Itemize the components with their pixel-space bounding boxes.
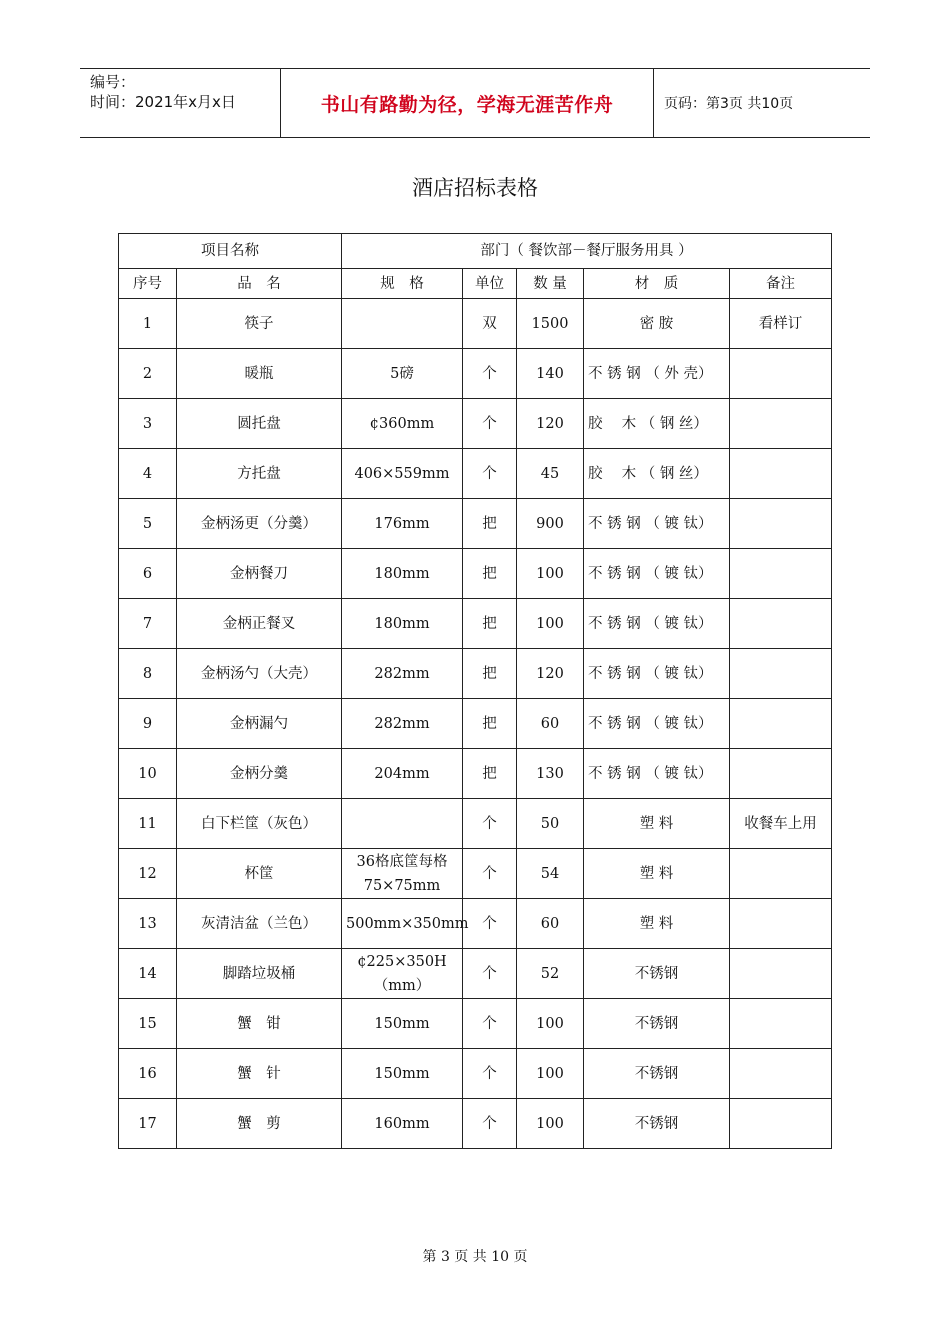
row-no: 10 (119, 749, 177, 799)
row-material: 塑 料 (584, 899, 730, 949)
row-spec: 180mm (342, 549, 463, 599)
table-row (119, 549, 832, 599)
row-name: 蟹 针 (177, 1049, 342, 1099)
row-name: 金柄分羹 (177, 749, 342, 799)
table-row (119, 299, 832, 349)
table-row (119, 899, 832, 949)
col-header-no: 序号 (119, 269, 177, 299)
row-spec: 176mm (342, 499, 463, 549)
row-spec: 150mm (342, 999, 463, 1049)
col-header-spec: 规 格 (342, 269, 463, 299)
row-material: 不 锈 钢 （ 镀 钛） (584, 749, 730, 799)
row-qty: 60 (517, 699, 584, 749)
row-unit: 把 (463, 699, 517, 749)
department-label: 部门（ 餐饮部－餐厅服务用具 ） (342, 234, 832, 269)
row-qty: 120 (517, 399, 584, 449)
table-row (119, 349, 832, 399)
row-material: 不 锈 钢 （ 镀 钛） (584, 499, 730, 549)
col-header-name: 品 名 (177, 269, 342, 299)
row-name: 金柄汤更（分羹） (177, 499, 342, 549)
row-note (730, 599, 832, 649)
row-unit: 把 (463, 749, 517, 799)
project-row (119, 234, 832, 269)
header-page-cell (654, 69, 870, 137)
row-qty: 52 (517, 949, 584, 999)
row-qty: 100 (517, 999, 584, 1049)
row-unit: 个 (463, 449, 517, 499)
row-material: 不锈钢 (584, 1049, 730, 1099)
row-spec: 150mm (342, 1049, 463, 1099)
row-spec: ¢225×350H（mm） (342, 949, 463, 999)
row-no: 6 (119, 549, 177, 599)
document-title: 酒店招标表格 (412, 176, 538, 200)
row-material: 塑 料 (584, 799, 730, 849)
table-row (119, 599, 832, 649)
tender-table (118, 233, 832, 1149)
row-material: 不 锈 钢 （ 镀 钛） (584, 699, 730, 749)
row-qty: 1500 (517, 299, 584, 349)
row-name: 灰清洁盆（兰色） (177, 899, 342, 949)
row-qty: 120 (517, 649, 584, 699)
row-material: 密 胺 (584, 299, 730, 349)
project-label: 项目名称 (119, 234, 342, 269)
row-note (730, 449, 832, 499)
row-unit: 个 (463, 949, 517, 999)
row-no: 5 (119, 499, 177, 549)
table-row (119, 849, 832, 899)
row-spec: 36格底筐每格75×75mm (342, 849, 463, 899)
table-row (119, 1049, 832, 1099)
row-no: 16 (119, 1049, 177, 1099)
row-no: 1 (119, 299, 177, 349)
row-no: 17 (119, 1099, 177, 1149)
row-name: 脚踏垃圾桶 (177, 949, 342, 999)
row-no: 12 (119, 849, 177, 899)
row-name: 金柄餐刀 (177, 549, 342, 599)
row-material: 不锈钢 (584, 1099, 730, 1149)
table-row (119, 749, 832, 799)
row-unit: 把 (463, 599, 517, 649)
row-material: 塑 料 (584, 849, 730, 899)
row-unit: 个 (463, 849, 517, 899)
row-spec: 204mm (342, 749, 463, 799)
page-code: 页码：第3页 共10页 (664, 96, 794, 112)
row-qty: 140 (517, 349, 584, 399)
row-name: 金柄漏勺 (177, 699, 342, 749)
row-name: 方托盘 (177, 449, 342, 499)
row-unit: 双 (463, 299, 517, 349)
row-spec: 282mm (342, 699, 463, 749)
col-header-unit: 单位 (463, 269, 517, 299)
row-material: 胶 木 （ 钢 丝） (584, 399, 730, 449)
row-material: 不锈钢 (584, 949, 730, 999)
row-note (730, 1049, 832, 1099)
row-no: 7 (119, 599, 177, 649)
row-note (730, 1099, 832, 1149)
table-row (119, 649, 832, 699)
row-unit: 个 (463, 399, 517, 449)
col-header-qty: 数 量 (517, 269, 584, 299)
row-note (730, 999, 832, 1049)
row-spec (342, 799, 463, 849)
row-no: 14 (119, 949, 177, 999)
table-row (119, 949, 832, 999)
row-unit: 把 (463, 549, 517, 599)
row-no: 9 (119, 699, 177, 749)
table-row (119, 999, 832, 1049)
row-note (730, 699, 832, 749)
row-material: 不 锈 钢 （ 外 壳） (584, 349, 730, 399)
row-name: 蟹 钳 (177, 999, 342, 1049)
column-header-row (119, 269, 832, 299)
code-label: 编号： (90, 73, 136, 91)
row-unit: 个 (463, 1099, 517, 1149)
row-unit: 个 (463, 349, 517, 399)
row-material: 不 锈 钢 （ 镀 钛） (584, 549, 730, 599)
row-material: 不锈钢 (584, 999, 730, 1049)
row-note: 看样订 (730, 299, 832, 349)
row-spec: 160mm (342, 1099, 463, 1149)
table-row (119, 449, 832, 499)
row-name: 杯筐 (177, 849, 342, 899)
row-qty: 100 (517, 1049, 584, 1099)
row-qty: 45 (517, 449, 584, 499)
row-unit: 个 (463, 899, 517, 949)
row-unit: 个 (463, 799, 517, 849)
row-name: 蟹 剪 (177, 1099, 342, 1149)
row-qty: 60 (517, 899, 584, 949)
table-row (119, 1099, 832, 1149)
row-note (730, 849, 832, 899)
table-body (119, 299, 832, 1149)
row-unit: 把 (463, 499, 517, 549)
row-no: 13 (119, 899, 177, 949)
row-note (730, 399, 832, 449)
header-meta (80, 69, 281, 137)
row-spec: ¢360mm (342, 399, 463, 449)
table-row (119, 699, 832, 749)
row-note (730, 749, 832, 799)
table-row (119, 499, 832, 549)
page-footer: 第 3 页 共 10 页 (422, 1249, 528, 1265)
col-header-note: 备注 (730, 269, 832, 299)
row-name: 白下栏筐（灰色） (177, 799, 342, 849)
table-row (119, 399, 832, 449)
row-spec: 5磅 (342, 349, 463, 399)
row-spec (342, 299, 463, 349)
row-name: 暖瓶 (177, 349, 342, 399)
row-note (730, 649, 832, 699)
row-note (730, 949, 832, 999)
header-motto-cell (281, 69, 654, 137)
row-note (730, 549, 832, 599)
row-name: 圆托盘 (177, 399, 342, 449)
row-material: 不 锈 钢 （ 镀 钛） (584, 599, 730, 649)
row-qty: 900 (517, 499, 584, 549)
row-spec: 180mm (342, 599, 463, 649)
row-no: 3 (119, 399, 177, 449)
motto: 书山有路勤为径，学海无涯苦作舟 (320, 93, 614, 116)
document-header (80, 68, 870, 138)
row-no: 4 (119, 449, 177, 499)
row-no: 2 (119, 349, 177, 399)
row-unit: 个 (463, 999, 517, 1049)
row-qty: 100 (517, 549, 584, 599)
row-note (730, 499, 832, 549)
row-no: 8 (119, 649, 177, 699)
row-note (730, 899, 832, 949)
row-unit: 个 (463, 1049, 517, 1099)
row-no: 11 (119, 799, 177, 849)
row-material: 不 锈 钢 （ 镀 钛） (584, 649, 730, 699)
row-spec: 406×559mm (342, 449, 463, 499)
row-note: 收餐车上用 (730, 799, 832, 849)
row-spec: 500mm×350mm (342, 899, 463, 949)
row-name: 金柄正餐叉 (177, 599, 342, 649)
row-note (730, 349, 832, 399)
row-qty: 54 (517, 849, 584, 899)
row-unit: 把 (463, 649, 517, 699)
row-material: 胶 木 （ 钢 丝） (584, 449, 730, 499)
row-name: 筷子 (177, 299, 342, 349)
table-row (119, 799, 832, 849)
row-qty: 50 (517, 799, 584, 849)
row-name: 金柄汤勺（大壳） (177, 649, 342, 699)
time-label: 时间：2021年x月x日 (90, 93, 236, 111)
col-header-material: 材 质 (584, 269, 730, 299)
row-no: 15 (119, 999, 177, 1049)
row-spec: 282mm (342, 649, 463, 699)
row-qty: 130 (517, 749, 584, 799)
row-qty: 100 (517, 1099, 584, 1149)
row-qty: 100 (517, 599, 584, 649)
